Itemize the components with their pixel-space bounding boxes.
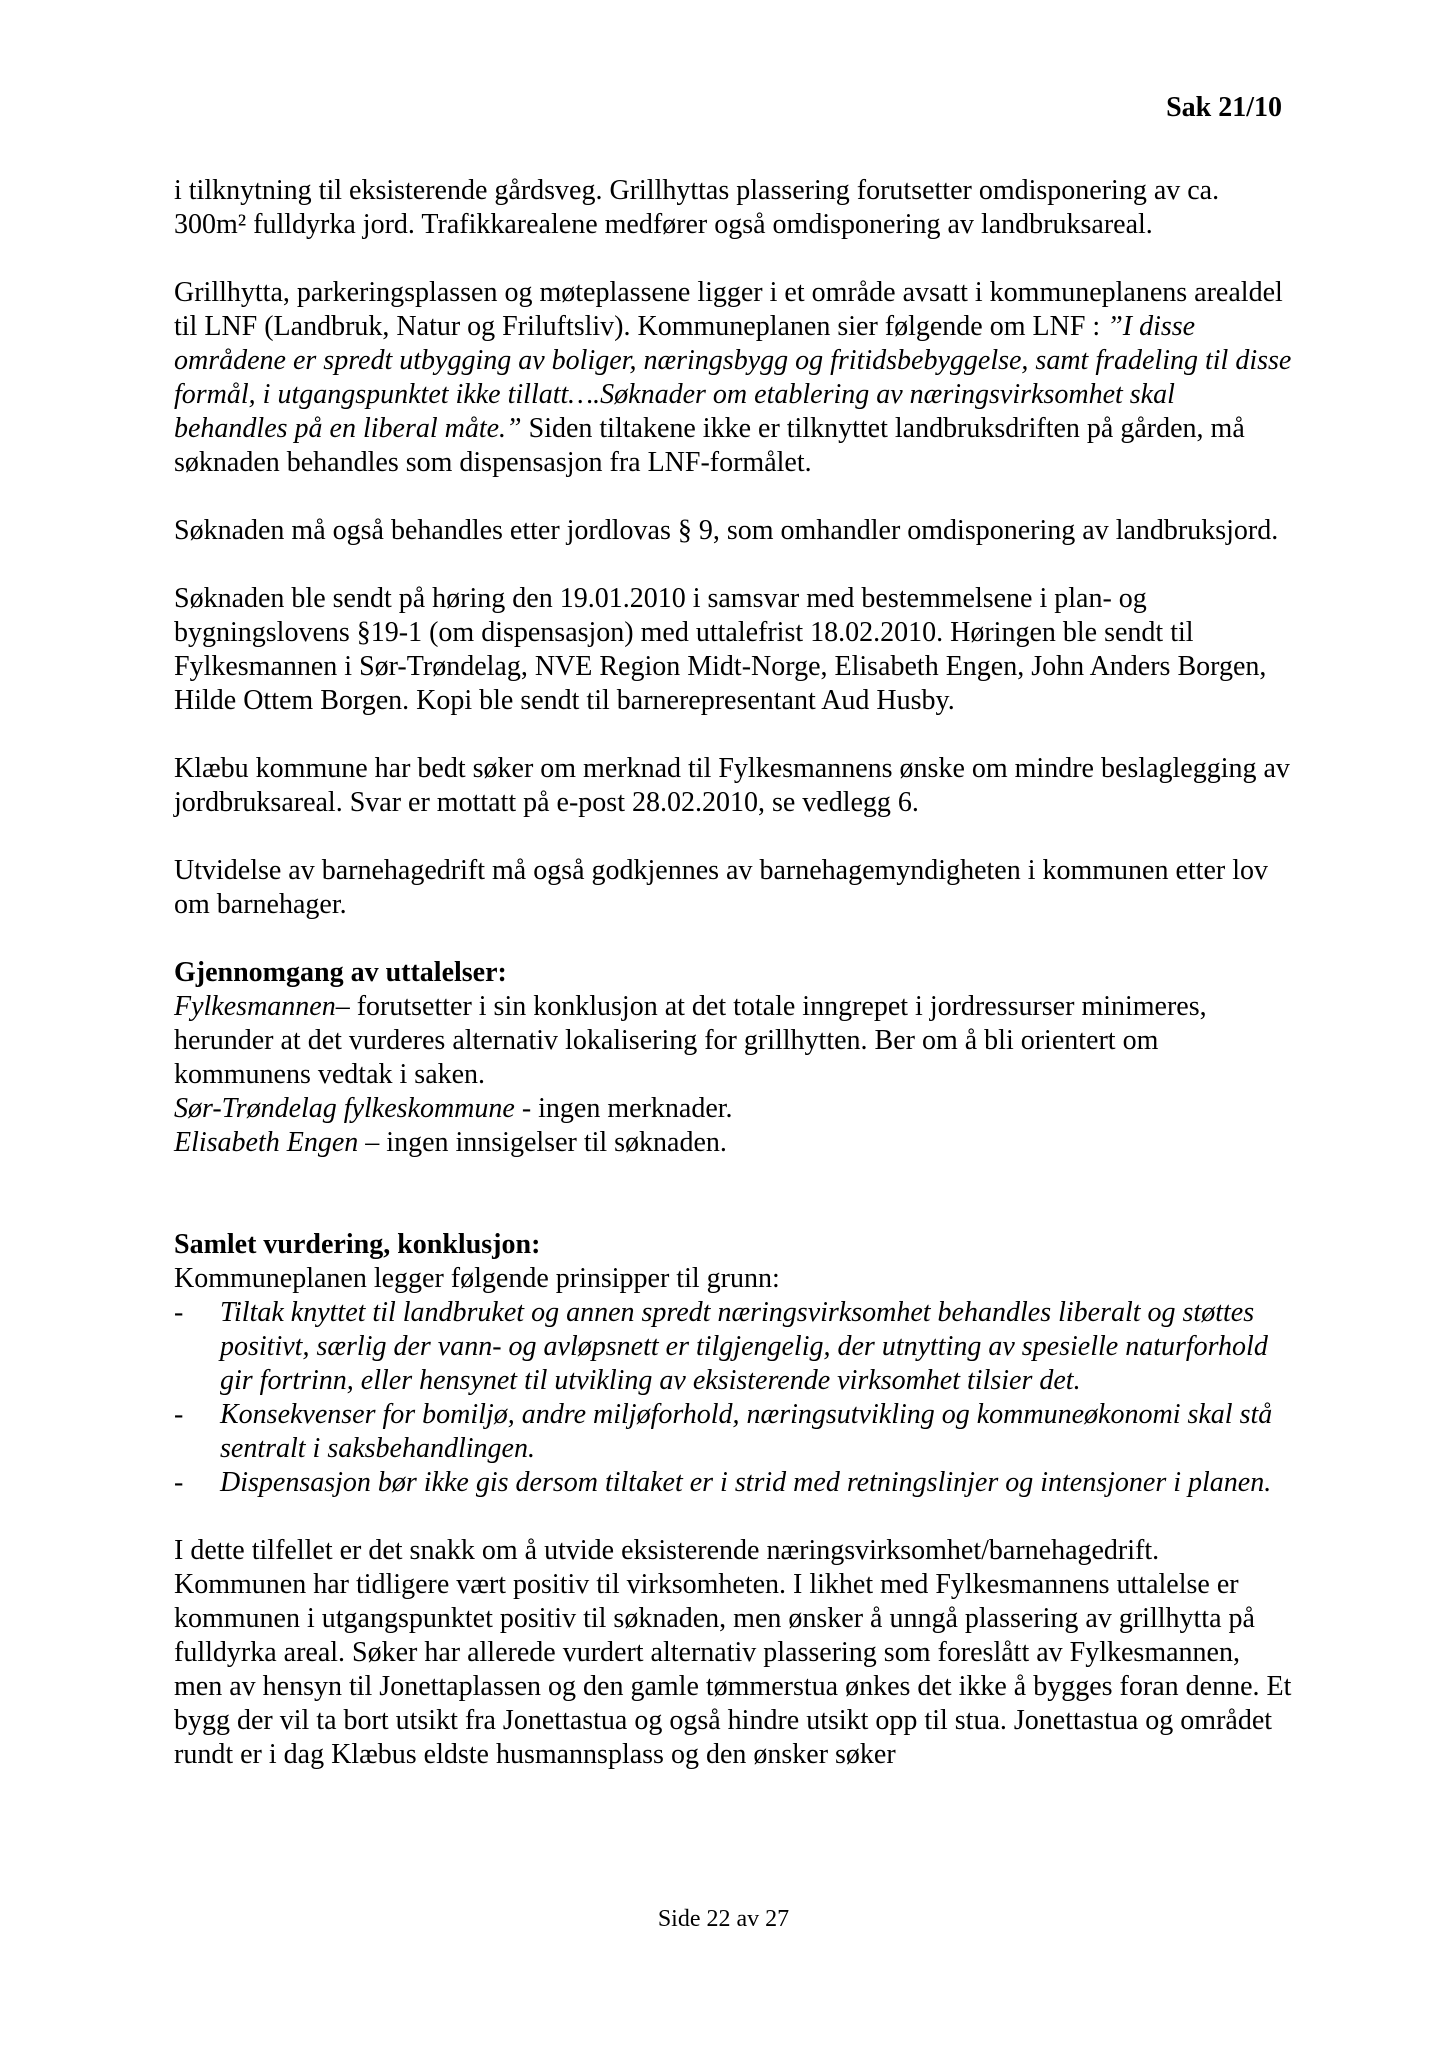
- review-party: Elisabeth Engen: [174, 1127, 359, 1158]
- paragraph-lnf-zoning: [174, 276, 1294, 480]
- review-heading: Gjennomgang av uttalelser:: [174, 957, 507, 988]
- paragraph-conclusion: I dette tilfellet er det snakk om å utvide eksisterende næringsvirksomhet/barnehagedrift. Kommunen har tidligere vært positiv til virksomheten. I likhet med Fylkesmannens uttalelse er kommunen i utgangspunktet positiv til søknaden, men ønsker å unngå plassering av grillhytta på fulldyrka areal. Søker har allerede vurdert alternativ plassering som foreslått av Fylkesmannen, men av hensyn til Jonettaplassen og den gamle tømmerstua ønkes det ikke å bygges foran denne. Et bygg der vil ta bort utsikt fra Jonettastua og også hindre utsikt opp til stua. Jonettastua og området rundt er i dag Klæbus eldste husmannsplass og den ønsker søker: [174, 1535, 1292, 1770]
- review-party: Sør-Trøndelag fylkeskommune: [174, 1093, 515, 1124]
- paragraph-hearing: Søknaden ble sendt på høring den 19.01.2010 i samsvar med bestemmelsene i plan- og bygningslovens §19-1 (om dispensasjon) med uttalefrist 18.02.2010. Høringen ble sendt til Fylkesmannen i Sør-Trøndelag, NVE Region Midt-Norge, Elisabeth Engen, John Anders Borgen, Hilde Ottem Borgen. Kopi ble sendt til barnerepresentant Aud Husby.: [174, 583, 1267, 716]
- review-party: Fylkesmannen: [174, 991, 336, 1022]
- bullet-dash: -: [174, 1467, 184, 1498]
- conclusion-heading: Samlet vurdering, konklusjon:: [174, 1229, 541, 1260]
- review-item-fylkesmannen: [174, 990, 1294, 1092]
- principle-text: Dispensasjon bør ikke gis dersom tiltaket er i strid med retningslinjer og intensjoner i planen.: [220, 1467, 1272, 1498]
- review-item-fylkeskommune: [174, 1092, 1294, 1126]
- list-item: [174, 1466, 1294, 1500]
- list-item: [174, 1296, 1294, 1398]
- principle-text: Tiltak knyttet til landbruket og annen spredt næringsvirksomhet behandles liberalt og støttes positivt, særlig der vann- og avløpsnett er tilgjengelig, der utnytting av spesielle naturforhold gir fortrinn, eller hensynet til utvikling av eksisterende virksomhet tilsier det.: [220, 1297, 1268, 1396]
- case-number: Sak 21/10: [1166, 92, 1282, 123]
- conclusion-intro: Kommuneplanen legger følgende prinsipper til grunn:: [174, 1263, 780, 1294]
- review-text: – forutsetter i sin konklusjon at det totale inngrepet i jordressurser minimeres, herunder at det vurderes alternativ lokalisering for grillhytten. Ber om å bli orientert om kommunens vedtak i saken.: [174, 991, 1207, 1090]
- paragraph-kindergarten: Utvidelse av barnehagedrift må også godkjennes av barnehagemyndigheten i kommunen etter lov om barnehager.: [174, 855, 1268, 920]
- principles-list: [174, 1296, 1294, 1500]
- list-item: [174, 1398, 1294, 1466]
- document-body: [174, 174, 1294, 1806]
- spacer: [174, 1160, 1294, 1228]
- principle-text: Konsekvenser for bomiljø, andre miljøforhold, næringsutvikling og kommuneøkonomi skal stå sentralt i saksbehandlingen.: [220, 1399, 1273, 1464]
- bullet-dash: -: [174, 1297, 184, 1328]
- bullet-dash: -: [174, 1399, 184, 1430]
- lnf-quote: ”I disse områdene er spredt utbygging av boliger, næringsbygg og fritidsbebyggelse, samt fradeling til disse formål, i utgangspunktet ikke tillatt….Søknader om etablering av næringsvirksomhet skal behandles på en liberal måte.”: [174, 311, 1292, 444]
- lnf-intro: Grillhytta, parkeringsplassen og møteplassene ligger i et område avsatt i kommuneplanens arealdel til LNF (Landbruk, Natur og Friluftsliv). Kommuneplanen sier følgende om LNF :: [174, 277, 1283, 342]
- page-number: Side 22 av 27: [657, 1906, 790, 1932]
- paragraph-applicant-remark: Klæbu kommune har bedt søker om merknad til Fylkesmannens ønske om mindre beslaglegging av jordbruksareal. Svar er mottatt på e-post 28.02.2010, se vedlegg 6.: [174, 753, 1290, 818]
- paragraph-land-use: i tilknytning til eksisterende gårdsveg. Grillhyttas plassering forutsetter omdisponering av ca. 300m² fulldyrka jord. Trafikkarealene medfører også omdisponering av landbruksareal.: [174, 175, 1220, 240]
- review-text: - ingen merknader.: [514, 1093, 733, 1124]
- paragraph-jordlova: Søknaden må også behandles etter jordlovas § 9, som omhandler omdisponering av landbruksjord.: [174, 515, 1279, 546]
- review-text: – ingen innsigelser til søknaden.: [358, 1127, 727, 1158]
- lnf-outro: Siden tiltakene ikke er tilknyttet landbruksdriften på gården, må søknaden behandles som dispensasjon fra LNF-formålet.: [174, 413, 1245, 478]
- review-item-engen: [174, 1126, 1294, 1160]
